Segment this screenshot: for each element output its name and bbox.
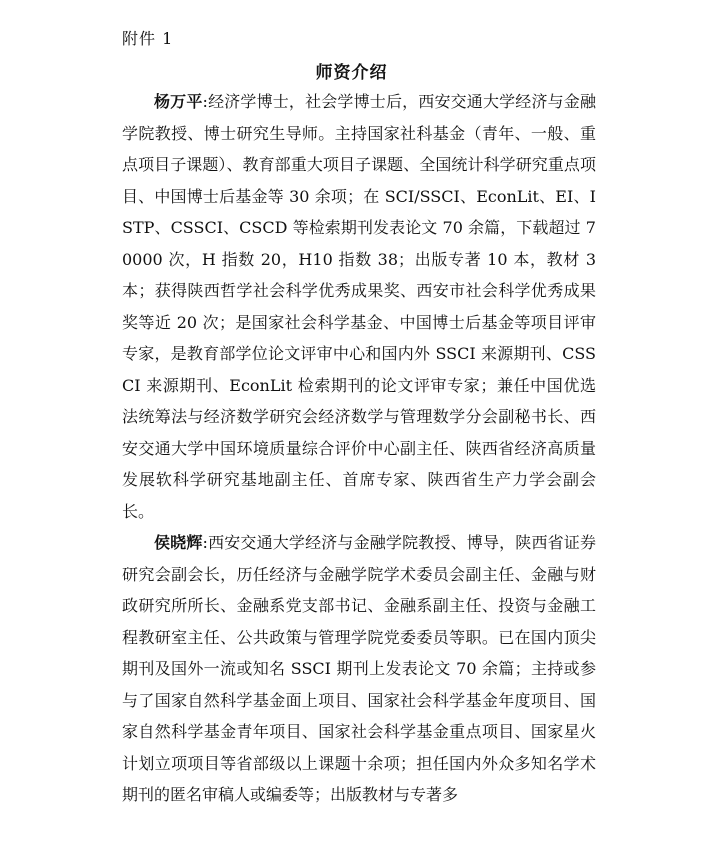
profile-name: 杨万平 (154, 92, 203, 111)
name-separator: : (202, 92, 208, 111)
document-body (122, 86, 596, 811)
attachment-label: 附件 1 (122, 29, 174, 48)
profile-text: 经济学博士，社会学博士后，西安交通大学经济与金融学院教授、博士研究生导师。主持国家社科基金（青年、一般、重点项目子课题）、教育部重大项目子课题、全国统计科学研究重点项目、中国博士后基金等 30 余项；在 SCI/SSCI、EconLit、EI、ISTP、CSSCI、CSCD 等检索期刊发表论文 70 余篇，下载超过 70000 次，H 指数 20，H10 指数 38；出版专著 10 本，教材 3 本；获得陕西哲学社会科学优秀成果奖、西安市社会科学优秀成果奖等近 20 次；是国家社会科学基金、中国博士后基金等项目评审专家，是教育部学位论文评审中心和国内外 SSCI 来源期刊、CSSCI 来源期刊、EconLit 检索期刊的论文评审专家；兼任中国优选法统筹法与经济数学研究会经济数学与管理数学分会副秘书长、西安交通大学中国环境质量综合评价中心副主任、陕西省经济高质量发展软科学研究基地副主任、首席专家、陕西省生产力学会副会长。 (122, 92, 596, 521)
profile-paragraph-hou (122, 527, 596, 811)
document-title: 师资介绍 (315, 63, 388, 83)
name-separator: : (202, 533, 208, 552)
profile-name: 侯晓辉 (154, 533, 203, 552)
profile-paragraph-yang (122, 86, 596, 527)
profile-text: 西安交通大学经济与金融学院教授、博导，陕西省证券研究会副会长，历任经济与金融学院学术委员会副主任、金融与财政研究所所长、金融系党支部书记、金融系副主任、投资与金融工程教研室主任、公共政策与管理学院党委委员等职。已在国内顶尖期刊及国外一流或知名 SSCI 期刊上发表论文 70 余篇；主持或参与了国家自然科学基金面上项目、国家社会科学基金年度项目、国家自然科学基金青年项目、国家社会科学基金重点项目、国家星火计划立项项目等省部级以上课题十余项；担任国内外众多知名学术期刊的匿名审稿人或编委等；出版教材与专著多 (122, 533, 596, 804)
